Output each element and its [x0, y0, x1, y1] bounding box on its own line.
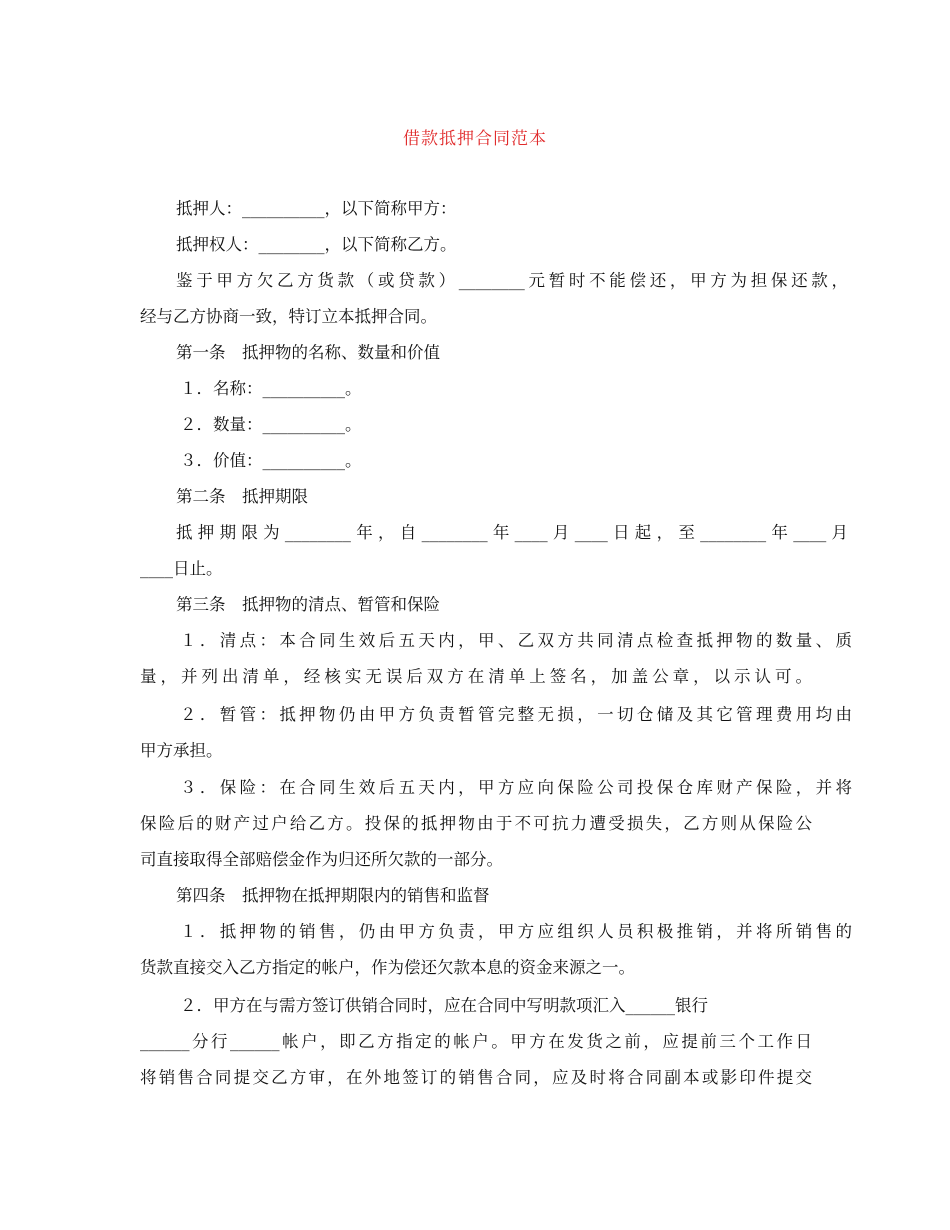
paragraph-line: 将销售合同提交乙方审，在外地签订的销售合同，应及时将合同副本或影印件提交 — [140, 1068, 812, 1087]
preamble-line: 鉴于甲方欠乙方货款（或贷款）________元暂时不能偿还，甲方为担保还款， — [176, 271, 848, 290]
paragraph-line: ２．甲方在与需方签订供销合同时，应在合同中写明款项汇入______银行 — [180, 996, 708, 1015]
paragraph-line: 保险后的财产过户给乙方。投保的抵押物由于不可抗力遭受损失，乙方则从保险公 — [140, 814, 812, 833]
mortgagor-line: 抵押人：__________，以下简称甲方： — [176, 199, 457, 218]
paragraph-line: 司直接取得全部赔偿金作为归还所欠款的一部分。 — [140, 850, 503, 869]
paragraph-line: 抵押期限为________年，自________年____月____日起，至________年____月 — [176, 523, 848, 542]
document-title: 借款抵押合同范本 — [403, 129, 547, 149]
article-heading: 第一条 抵押物的名称、数量和价值 — [176, 343, 440, 362]
paragraph-line: 量，并列出清单，经核实无误后双方在清单上签名，加盖公章，以示认可。 — [140, 667, 812, 686]
paragraph-line: １．清点：本合同生效后五天内，甲、乙双方共同清点检查抵押物的数量、质 — [180, 631, 852, 650]
article-heading: 第四条 抵押物在抵押期限内的销售和监督 — [176, 886, 490, 905]
list-item: １．名称：__________。 — [180, 379, 362, 398]
paragraph-line: １．抵押物的销售，仍由甲方负责，甲方应组织人员积极推销，并将所销售的 — [180, 922, 852, 941]
paragraph-line: ３．保险：在合同生效后五天内，甲方应向保险公司投保仓库财产保险，并将 — [180, 778, 852, 797]
list-item: ３．价值：__________。 — [180, 451, 362, 470]
paragraph-line: ２．暂管：抵押物仍由甲方负责暂管完整无损，一切仓储及其它管理费用均由 — [180, 705, 852, 724]
paragraph-line: 货款直接交入乙方指定的帐户，作为偿还欠款本息的资金来源之一。 — [140, 958, 635, 977]
article-heading: 第二条 抵押期限 — [176, 487, 308, 506]
paragraph-line: 甲方承担。 — [140, 741, 223, 760]
paragraph-line: ______分行______帐户，即乙方指定的帐户。甲方在发货之前，应提前三个工作日 — [140, 1032, 812, 1051]
paragraph-line: ____日止。 — [140, 559, 223, 578]
article-heading: 第三条 抵押物的清点、暂管和保险 — [176, 595, 440, 614]
list-item: ２．数量：__________。 — [180, 415, 362, 434]
preamble-line: 经与乙方协商一致，特订立本抵押合同。 — [140, 307, 437, 326]
mortgagee-line: 抵押权人：________，以下简称乙方。 — [176, 235, 457, 254]
